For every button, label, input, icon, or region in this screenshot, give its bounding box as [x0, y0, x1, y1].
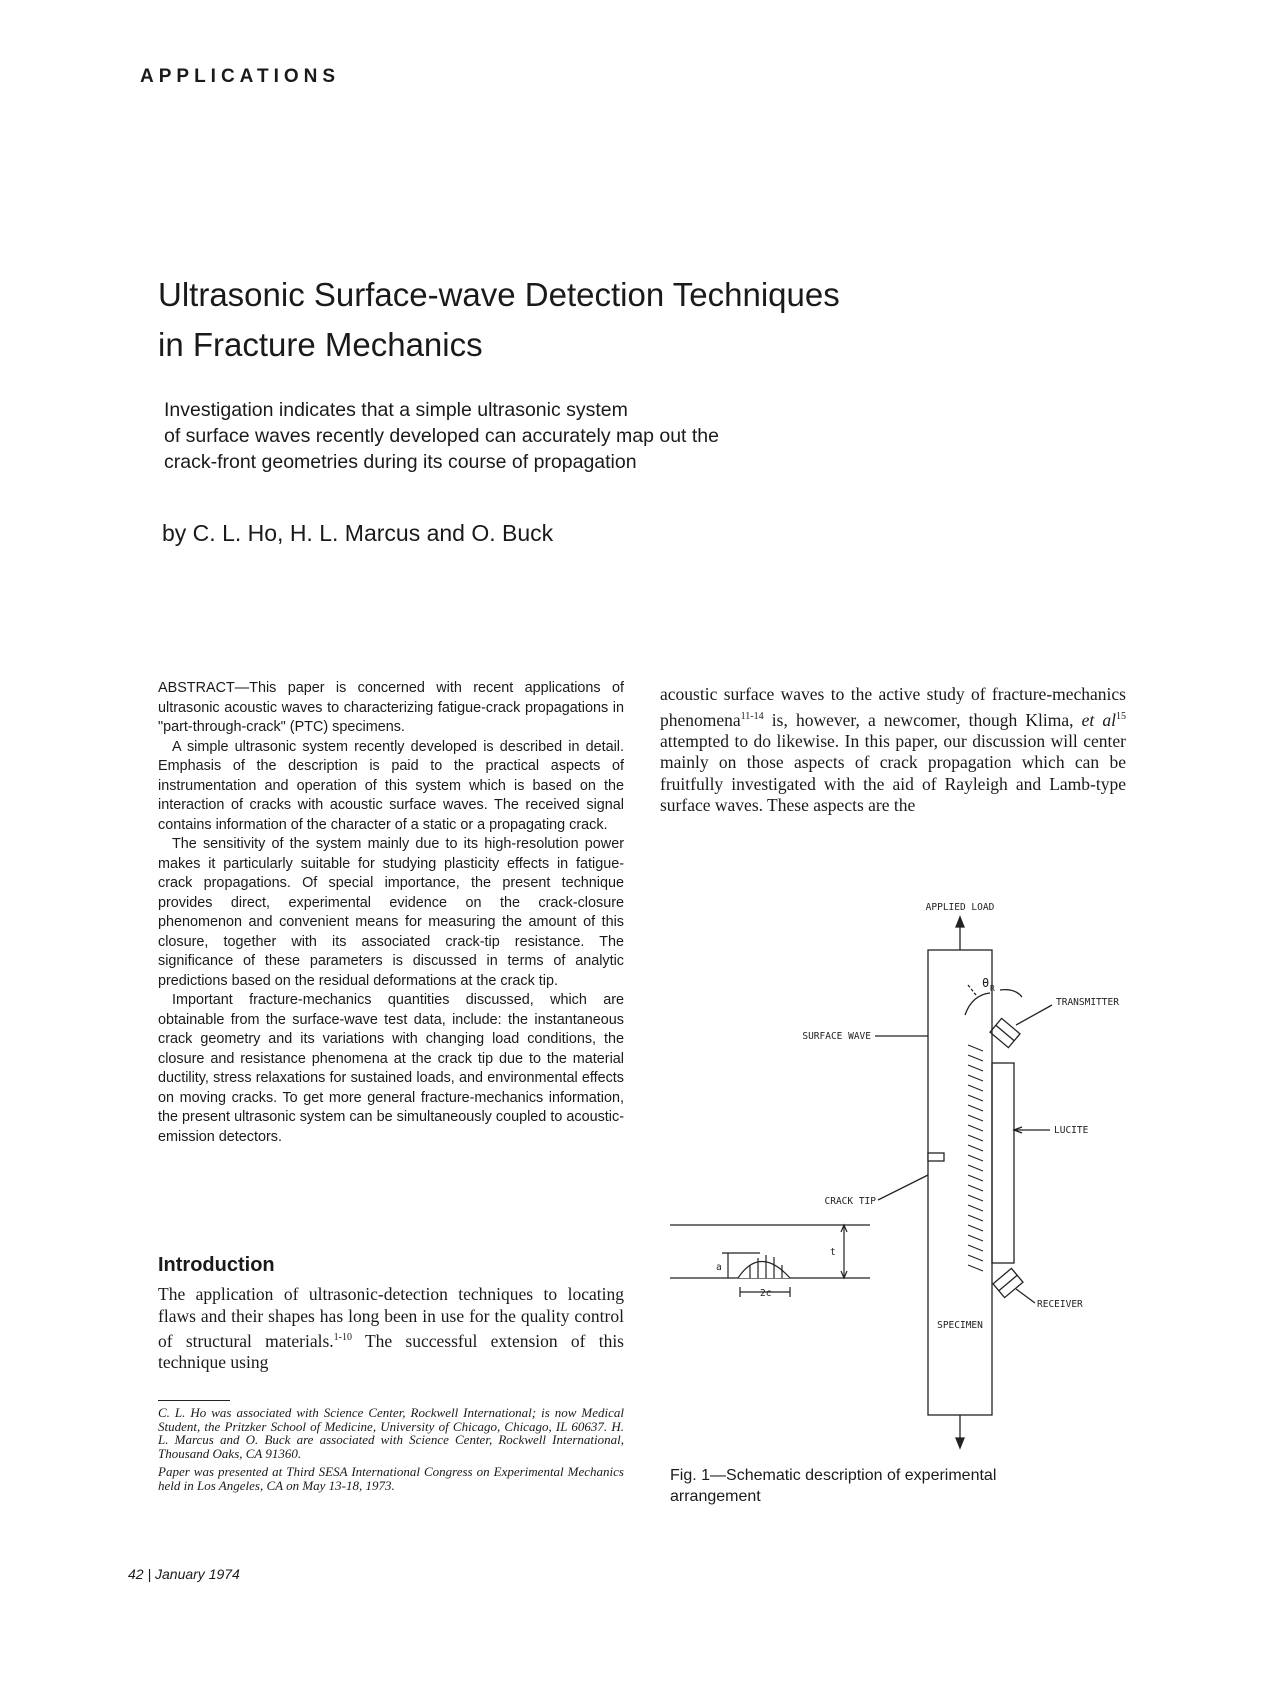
crack-cross-section-inset [670, 1225, 870, 1297]
page-folio [128, 1566, 240, 1582]
page-number: 42 [128, 1566, 144, 1582]
presentation-note: Paper was presented at Third SESA International Congress on Experimental Mechanics held in Los Angeles, CA on May 13-18, 1973. [158, 1464, 624, 1493]
transmitter-leader [1016, 1005, 1052, 1025]
theta-arc-left [965, 993, 990, 1015]
label-crack-tip: CRACK TIP [824, 1196, 876, 1207]
receiver-transducer [993, 1268, 1023, 1297]
bottom-load-arrowhead [956, 1438, 964, 1448]
label-theta: θ [982, 976, 990, 990]
surface-wave-hatching [968, 1045, 983, 1271]
reference-superscript: 1-10 [333, 1332, 353, 1343]
author-affiliation-note: C. L. Ho was associated with Science Center, Rockwell International; is now Medical Student, the Pritzker School of Medicine, University of Chicago, Chicago, IL 60637. H. L. Marcus and O. Buck are associated with Science Center, Rockwell International, Thousand Oaks, CA 91360. [158, 1405, 624, 1461]
article-subtitle [164, 397, 864, 475]
figure-1 [660, 895, 1119, 1455]
article-title [158, 270, 1058, 370]
reference-superscript: 15 [1116, 710, 1126, 722]
introduction-text [158, 1284, 624, 1374]
body-text-part: attempted to do likewise. In this paper, our discussion will center mainly on those aspects of crack propagation which can be fruitfully investigated with the aid of Rayleigh and Lamb-type surface waves. These aspects are the [660, 730, 1126, 816]
label-surface-wave: SURFACE WAVE [802, 1031, 871, 1042]
footnotes [158, 1406, 624, 1497]
body-text-part: acoustic surface waves to the active study of fracture-mechanics phenomena [660, 684, 1126, 730]
theta-ray [968, 985, 976, 995]
specimen-bar [928, 950, 992, 1415]
lucite-block [992, 1063, 1014, 1263]
author-byline: by C. L. Ho, H. L. Marcus and O. Buck [162, 520, 554, 546]
folio-separator: | [147, 1566, 152, 1582]
abstract-paragraph: Important fracture-mechanics quantities discussed, which are obtainable from the surface-wave test data, include: the instantaneous crack geometry and its variations with changing load conditions, the closure and resistance phenomena at the crack tip due to the material ductility, stress relaxations for sustained loads, and environmental effects on moving cracks. To get more general fracture-mechanics information, the present ultrasonic system can be simultaneously coupled to acoustic-emission detectors. [158, 992, 624, 1145]
introduction-heading: Introduction [158, 1254, 275, 1276]
applied-load-arrowhead [956, 917, 964, 927]
intro-text-part: The application of ultrasonic-detection techniques to locating flaws and their shapes has long been in use for the quality control of structural materials. [158, 1284, 624, 1351]
crack-notch [928, 1153, 944, 1161]
label-dimension-2c: 2c [760, 1288, 772, 1299]
label-transmitter: TRANSMITTER [1056, 997, 1119, 1008]
abstract-paragraph: A simple ultrasonic system recently developed is described in detail. Emphasis of the description is paid to the practical aspects of instrumentation and operation of this system which is based on the interaction of cracks with acoustic surface waves. The received signal contains information of the character of a static or a propagating crack. [158, 738, 624, 833]
label-applied-load: APPLIED LOAD [925, 902, 995, 913]
right-column-text [660, 684, 1126, 817]
reference-superscript: 11-14 [740, 710, 764, 722]
abstract-paragraph: The sensitivity of the system mainly due to its high-resolution power makes it particularly suitable for studying plasticity effects in fatigue-crack propagations. Of special importance, the present technique provides direct, experimental evidence on the crack-closure phenomenon and convenient means for measuring the amount of this closure, together with its associated crack-tip resistance. The significance of these parameters is discussed in terms of analytic predictions based on the residual deformations at the crack tip. [158, 836, 624, 989]
receiver-leader [1016, 1289, 1035, 1303]
subtitle-line-1: Investigation indicates that a simple ultrasonic system [164, 399, 628, 421]
footnote-rule [158, 1400, 230, 1401]
et-al: et al [1081, 709, 1116, 730]
transmitter-transducer [990, 1018, 1020, 1047]
abstract [158, 679, 624, 1147]
title-line-2: in Fracture Mechanics [158, 326, 483, 363]
label-dimension-t: t [830, 1247, 836, 1258]
abstract-paragraph: ABSTRACT—This paper is concerned with recent applications of ultrasonic acoustic waves to characterizing fatigue-crack propagations in "part-through-crack" (PTC) specimens. [158, 680, 624, 735]
subtitle-line-3: crack-front geometries during its course of propagation [164, 451, 637, 473]
label-lucite: LUCITE [1054, 1125, 1089, 1136]
intro-text-part: The successful extension of this technique using [158, 1330, 624, 1373]
label-specimen: SPECIMEN [937, 1320, 983, 1331]
label-dimension-a: a [716, 1262, 722, 1273]
subtitle-line-2: of surface waves recently developed can accurately map out the [164, 425, 719, 447]
issue-date: January 1974 [155, 1566, 240, 1582]
title-line-1: Ultrasonic Surface-wave Detection Techniques [158, 276, 840, 313]
crack-tip-leader [878, 1175, 928, 1200]
label-theta-subscript: R [990, 984, 995, 993]
experimental-arrangement-diagram [660, 895, 1119, 1455]
theta-arc-right [1000, 990, 1022, 997]
figure-caption: Fig. 1—Schematic description of experimental arrangement [670, 1467, 997, 1505]
body-text-part: is, however, a newcomer, though Klima, [763, 709, 1082, 730]
label-receiver: RECEIVER [1037, 1299, 1083, 1310]
section-tag: APPLICATIONS [140, 66, 341, 87]
